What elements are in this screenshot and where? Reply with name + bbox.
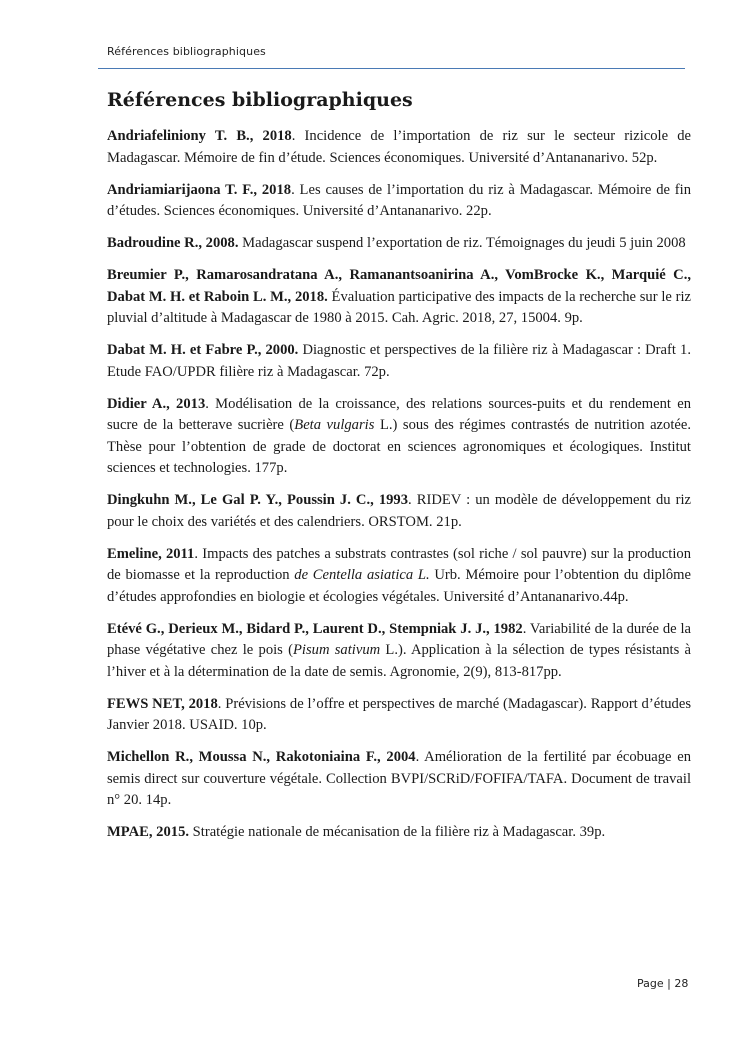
section-title: Références bibliographiques — [107, 89, 413, 111]
reference-authors: Badroudine R., 2008. — [107, 235, 239, 251]
reference-entry — [107, 490, 691, 533]
species-name: de Centella asiatica L. — [294, 567, 430, 583]
reference-text: Madagascar suspend l’exportation de riz. Témoignages du jeudi 5 juin 2008 — [238, 235, 686, 251]
reference-entry — [107, 394, 691, 480]
reference-text: . Les causes de l’importation du riz à Madagascar. Mémoire de fin d’études. Sciences économiques. Université d’Antananarivo. 22p. — [107, 181, 691, 219]
reference-entry — [107, 822, 691, 844]
reference-text: . Incidence de l’importation de riz sur le secteur rizicole de Madagascar. Mémoire de fin d’étude. Sciences économiques. Université d’Antananarivo. 52p. — [107, 128, 691, 166]
reference-authors: FEWS NET, 2018 — [107, 695, 218, 712]
page-number: Page | 28 — [637, 977, 689, 990]
reference-text: Diagnostic et perspectives de la filière riz à Madagascar : Draft 1. Etude FAO/UPDR filière riz à Madagascar. 72p. — [107, 342, 691, 380]
reference-entry — [107, 233, 691, 255]
reference-text: . Prévisions de l’offre et perspectives de marché (Madagascar). Rapport d’études Janvier 2018. USAID. 10p. — [107, 695, 691, 733]
reference-authors: Didier A., 2013 — [107, 395, 206, 412]
reference-authors: Etévé G., Derieux M., Bidard P., Laurent D., Stempniak J. J., 1982 — [107, 620, 523, 637]
reference-entry — [107, 694, 691, 737]
species-name: Pisum sativum — [293, 642, 381, 658]
reference-entry — [107, 126, 691, 169]
reference-text: . Modélisation de la croissance, des relations sources-puits et du rendement en sucre de la betterave sucrière ( — [107, 395, 691, 433]
reference-entry — [107, 340, 691, 383]
reference-authors: Dabat M. H. et Fabre P., 2000. — [107, 342, 299, 358]
reference-entry — [107, 180, 691, 223]
reference-authors: Breumier P., Ramarosandratana A., Ramanantsoanirina A., VomBrocke K., Marquié C., Dabat M. H. et Raboin L. M., 2018. — [107, 267, 691, 305]
reference-text: Évaluation participative des impacts de la recherche sur le riz pluvial d’altitude à Madagascar de 1980 à 2015. Cah. Agric. 2018, 27, 15004. 9p. — [107, 288, 692, 326]
reference-text: . RIDEV : un modèle de développement du riz pour le choix des variétés et des calendriers. ORSTOM. 21p. — [107, 492, 691, 530]
reference-authors: Emeline, 2011 — [107, 545, 195, 562]
reference-text: . Impacts des patches a substrats contrastes (sol riche / sol pauvre) sur la production de biomasse et la reproduction — [107, 545, 691, 583]
reference-text: . Amélioration de la fertilité par écobuage en semis direct sur couverture végétale. Collection BVPI/SCRiD/FOFIFA/TAFA. Document de travail n° 20. 14p. — [107, 749, 691, 808]
reference-authors: Michellon R., Moussa N., Rakotoniaina F., 2004 — [107, 749, 416, 765]
reference-authors: Andriafeliniony T. B., 2018 — [107, 128, 292, 144]
reference-text: L.) sous des régimes contrastés de nutrition azotée. Thèse pour l’obtention de grade de doctorat en sciences agronomiques et écologiques. Institut sciences et technologies. 177p. — [107, 417, 691, 476]
reference-authors: Dingkuhn M., Le Gal P. Y., Poussin J. C., 1993 — [107, 492, 409, 508]
reference-authors: MPAE, 2015. — [107, 824, 190, 840]
reference-text: Stratégie nationale de mécanisation de la filière riz à Madagascar. 39p. — [189, 824, 606, 840]
reference-text: . Variabilité de la durée de la phase végétative chez le pois ( — [107, 620, 691, 658]
reference-authors: Andriamiarijaona T. F., 2018 — [107, 181, 292, 198]
header-rule — [98, 68, 685, 69]
reference-entry — [107, 544, 691, 609]
reference-text: L.). Application à la sélection de types résistants à l’hiver et à la détermination de la date de semis. Agronomie, 2(9), 813-817pp. — [107, 642, 691, 680]
reference-entry — [107, 619, 691, 684]
reference-text: Urb. Mémoire pour l’obtention du diplôme d’études approfondies en biologie et écologies végétales. Université d’Antananarivo.44p. — [107, 567, 691, 605]
running-header: Références bibliographiques — [107, 45, 266, 58]
species-name: Beta vulgaris — [294, 417, 375, 433]
reference-entry — [107, 265, 691, 330]
reference-list — [107, 126, 691, 854]
reference-entry — [107, 747, 691, 812]
